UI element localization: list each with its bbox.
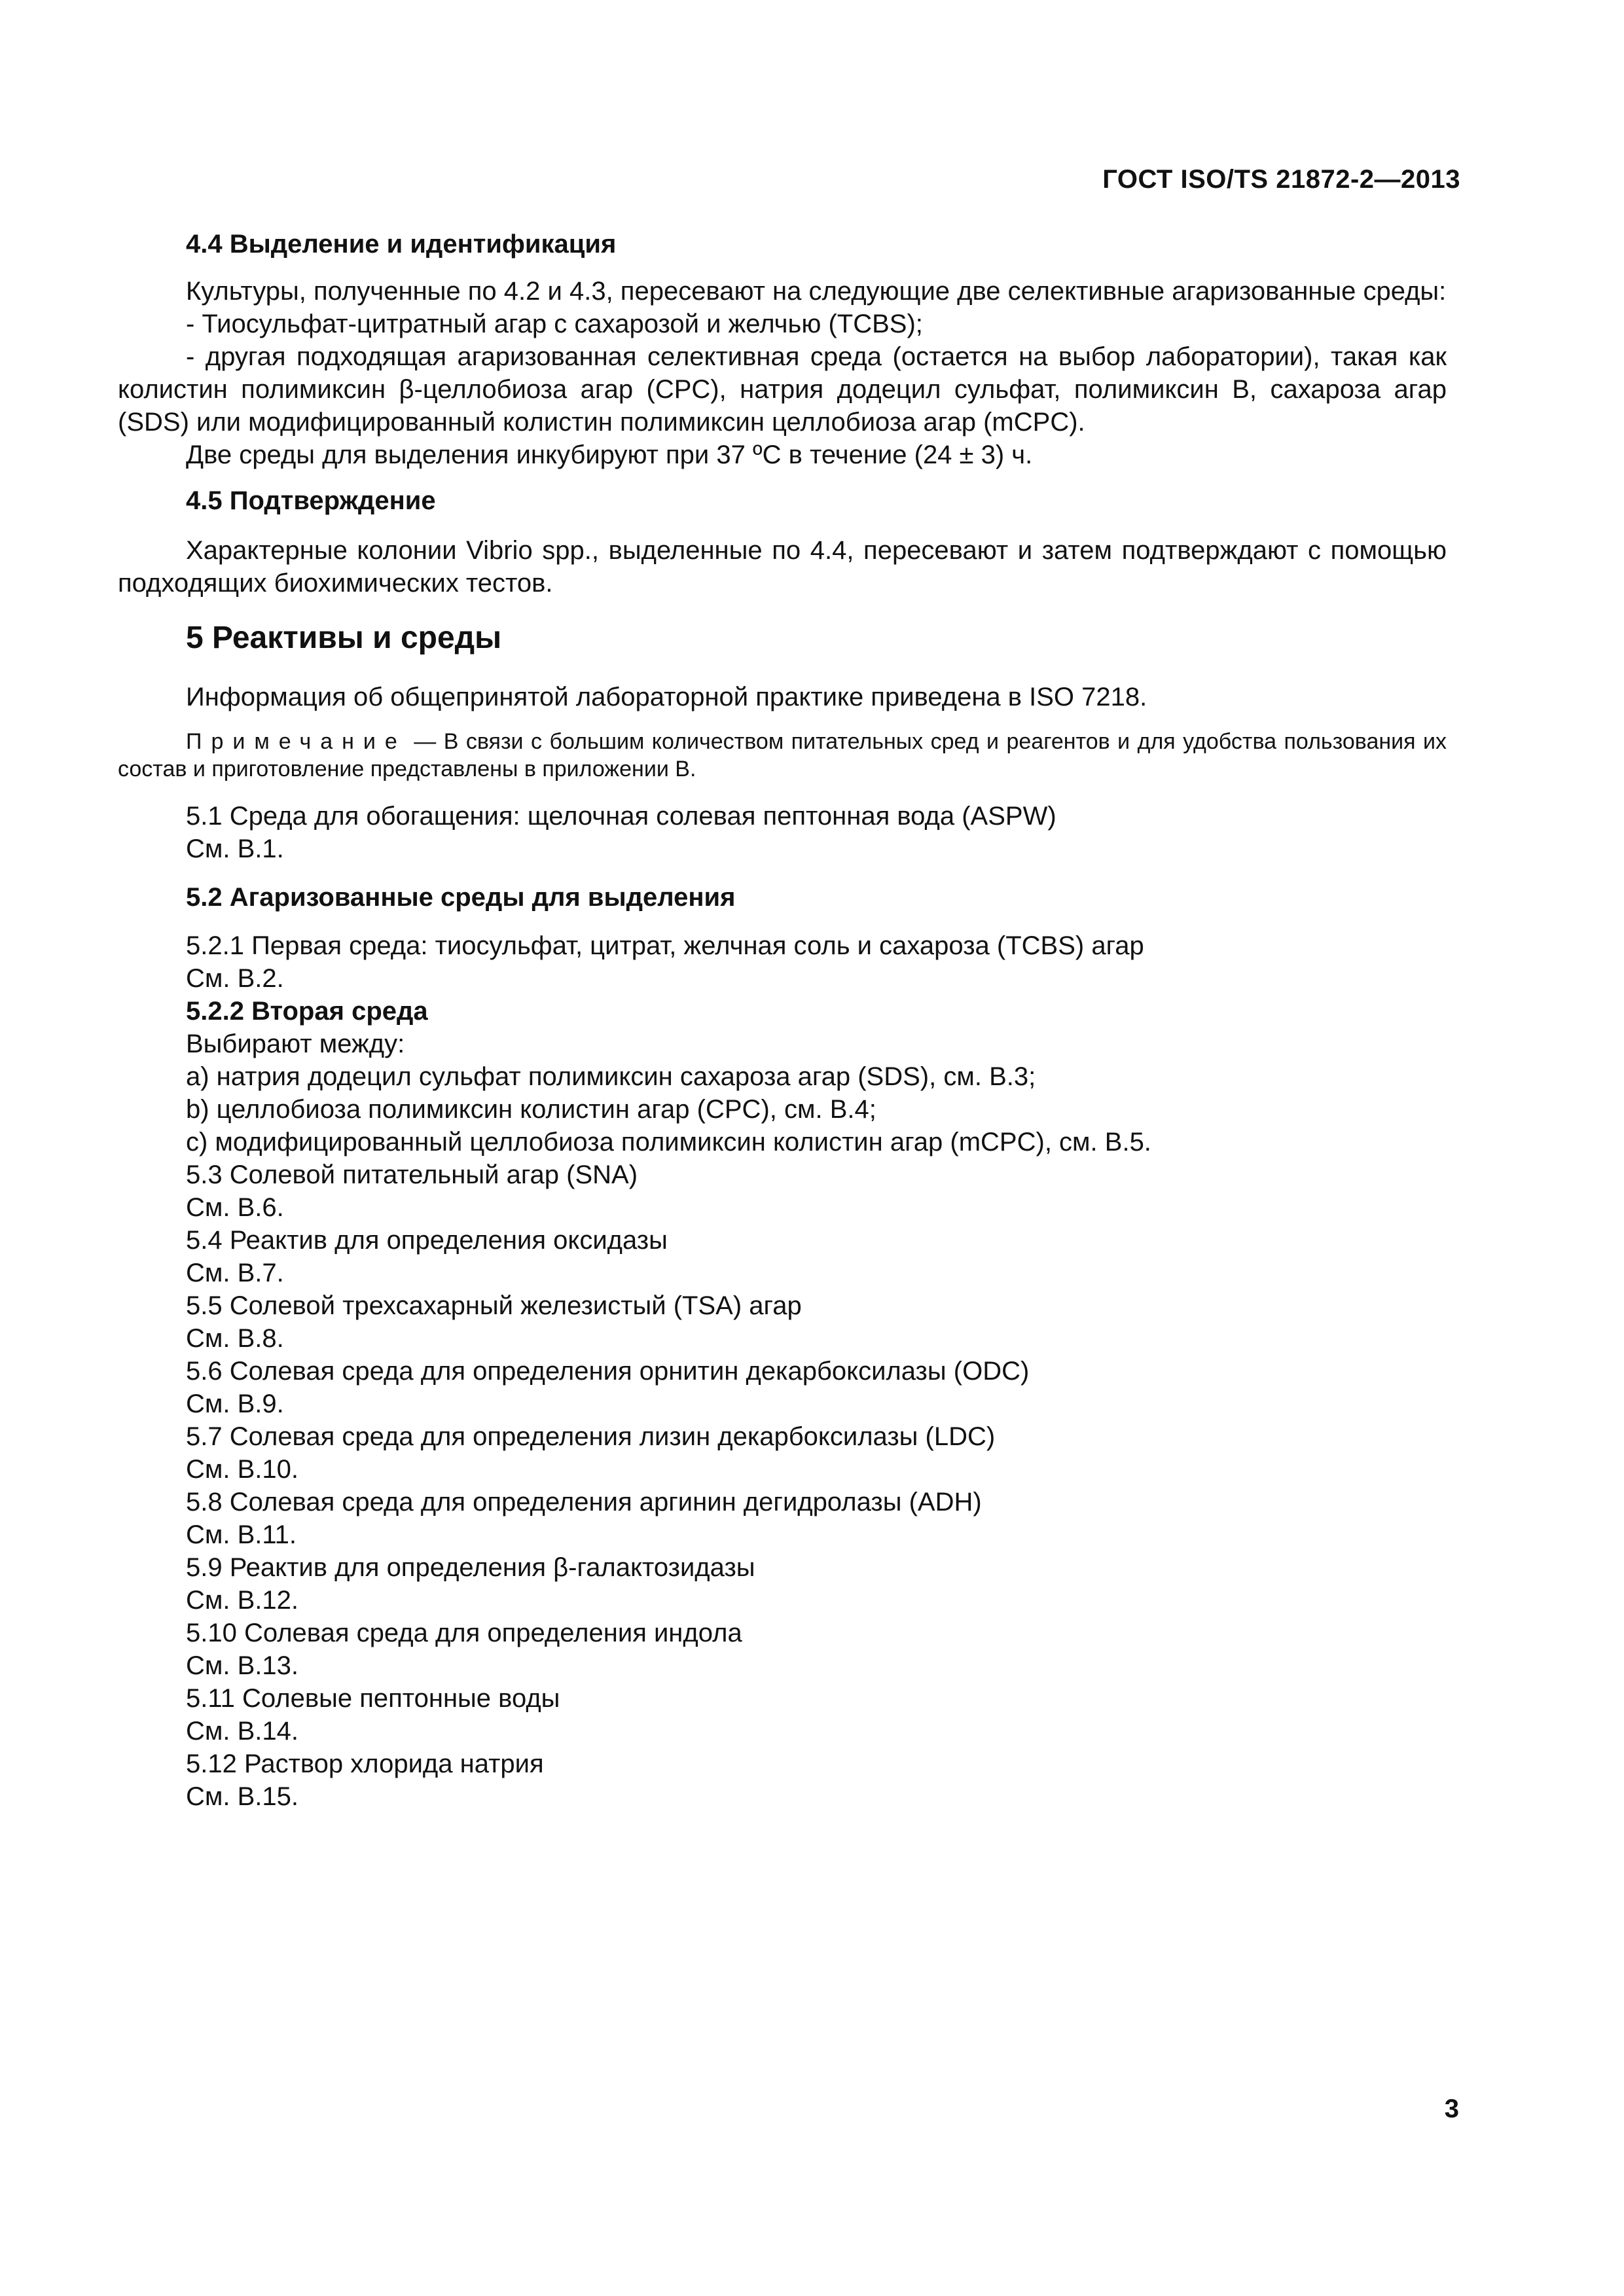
section-heading: 5.2 Агаризованные среды для выделения	[186, 883, 736, 912]
section-title: 5.6 Солевая среда для определения орнитин декарбоксилазы (ODC)	[186, 1357, 1030, 1386]
list-item: - другая подходящая агаризованная селективная среда (остается на выбор лаборатории), такая как колистин полимиксин β-целлобиоза агар (CPC), натрия додецил сульфат, полимиксин B, сахароза агар (SDS) или модифицированный колистин полимиксин целлобиоза агар (mCPC).	[118, 342, 1447, 437]
note-text: — В связи с большим количеством питательных сред и реагентов и для удобства пользования их состав и приготовление представлены в приложении B.	[118, 729, 1447, 781]
list-item: a) натрия додецил сульфат полимиксин сахароза агар (SDS), см. B.3;	[186, 1062, 1036, 1091]
section-title: 5.2.1 Первая среда: тиосульфат, цитрат, желчная соль и сахароза (TCBS) агар	[186, 931, 1144, 960]
section-title: 5.8 Солевая среда для определения аргинин дегидролазы (ADH)	[186, 1488, 982, 1516]
page-body	[118, 228, 1447, 1813]
section-ref: См. B.12.	[186, 1586, 299, 1615]
note-label: Примечание	[186, 729, 406, 754]
list-item: b) целлобиоза полимиксин колистин агар (CPC), см. B.4;	[186, 1095, 876, 1124]
list-item: - Тиосульфат-цитратный агар с сахарозой и желчью (TCBS);	[186, 310, 923, 338]
paragraph: Информация об общепринятой лабораторной практике приведена в ISO 7218.	[186, 683, 1147, 711]
paragraph: Характерные колонии Vibrio spp., выделенные по 4.4, пересевают и затем подтверждают с помощью подходящих биохимических тестов.	[118, 536, 1447, 598]
section-ref: См. B.11.	[186, 1520, 297, 1549]
section-ref: См. B.7.	[186, 1259, 284, 1287]
section-heading: 4.4 Выделение и идентификация	[186, 230, 617, 259]
section-ref: См. B.2.	[186, 964, 284, 993]
section-ref: См. B.13.	[186, 1651, 299, 1680]
section-ref: См. B.6.	[186, 1193, 284, 1222]
section-title: 5.10 Солевая среда для определения индола	[186, 1619, 742, 1647]
section-ref: См. B.14.	[186, 1717, 299, 1746]
section-ref: См. B.9.	[186, 1390, 284, 1418]
section-4-5	[118, 484, 1447, 600]
section-5-1	[118, 800, 1447, 865]
document-code: ГОСТ ISO/TS 21872-2—2013	[1102, 165, 1460, 194]
page-number: 3	[1444, 2094, 1459, 2123]
section-ref: См. B.10.	[186, 1455, 299, 1484]
section-title: 5.12 Раствор хлорида натрия	[186, 1749, 544, 1778]
section-title: 5.2.2 Вторая среда	[186, 997, 428, 1026]
section-title: 5.4 Реактив для определения оксидазы	[186, 1226, 668, 1255]
section-ref: См. B.1.	[186, 834, 284, 863]
section-ref: См. B.15.	[186, 1782, 299, 1811]
section-heading: 4.5 Подтверждение	[186, 486, 436, 515]
list-item: c) модифицированный целлобиоза полимиксин колистин агар (mCPC), см. B.5.	[186, 1128, 1151, 1157]
paragraph: Две среды для выделения инкубируют при 37 ºC в течение (24 ± 3) ч.	[186, 440, 1033, 469]
section-5-2	[118, 881, 1447, 1158]
section-4-4	[118, 228, 1447, 471]
section-5	[118, 622, 1447, 783]
section-title: 5.3 Солевой питательный агар (SNA)	[186, 1160, 638, 1189]
paragraph: Выбирают между:	[186, 1030, 405, 1058]
chapter-heading: 5 Реактивы и среды	[186, 620, 502, 655]
section-ref: См. B.8.	[186, 1324, 284, 1353]
section-title: 5.9 Реактив для определения β-галактозидазы	[186, 1553, 755, 1582]
note	[118, 728, 1447, 783]
section-title: 5.11 Солевые пептонные воды	[186, 1684, 560, 1713]
section-title: 5.5 Солевой трехсахарный железистый (TSA) агар	[186, 1291, 802, 1320]
section-title: 5.1 Среда для обогащения: щелочная солевая пептонная вода (ASPW)	[186, 802, 1056, 831]
paragraph: Культуры, полученные по 4.2 и 4.3, пересевают на следующие две селективные агаризованные среды:	[186, 277, 1447, 306]
section-title: 5.7 Солевая среда для определения лизин декарбоксилазы (LDC)	[186, 1422, 996, 1451]
sections-5-3-to-5-12	[118, 1158, 1447, 1813]
